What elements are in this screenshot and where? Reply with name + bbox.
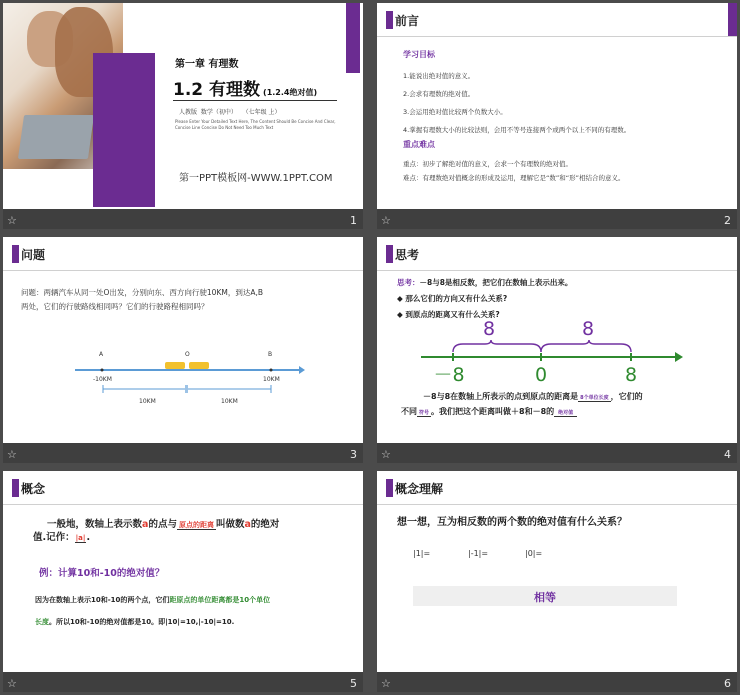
title-underline: [173, 100, 337, 101]
goal-4: 4.掌握有理数大小的比较法则，会用不等号连接两个或两个以上不同的有理数。: [403, 126, 631, 134]
chapter-title: 第一章 有理数: [175, 59, 239, 70]
goal-3: 3.会运用绝对值比较两个负数大小。: [403, 108, 507, 116]
point-a-label: A: [99, 351, 104, 358]
fill-blank-origin-distance: 原点的距离: [178, 521, 214, 529]
slide-title: 问题: [21, 248, 46, 262]
concept-text-3: 叫做数: [215, 519, 245, 530]
slide-3-thumbnail[interactable]: [3, 237, 363, 463]
abs-expr-1: |1|=: [413, 549, 431, 558]
segment-2-label: 10KM: [221, 398, 238, 405]
concept-text-1: 一般地，数轴上表示数: [47, 519, 143, 530]
question-text: 想一想，互为相反数的两个数的绝对值有什么关系？: [397, 517, 627, 528]
slide-footer-bar: [377, 443, 737, 463]
abs-notation: |a|: [75, 534, 86, 542]
key-title: 重点难点: [403, 140, 435, 149]
slide-footer-bar: [377, 672, 737, 692]
concept-line-2: [33, 529, 90, 543]
edition-meta-1: 人教版: [179, 109, 198, 116]
explain-text-3: 不同: [401, 407, 417, 416]
number-line-diagram: [377, 315, 737, 395]
concept-text-2: 的点与: [148, 519, 177, 530]
edition-meta-3: （七年级 上）: [242, 109, 281, 116]
slide-title: 概念: [21, 482, 46, 496]
slide-title: 概念理解: [395, 482, 444, 496]
goal-2: 2.会求有理数的绝对值。: [403, 90, 475, 98]
fill-blank-distance: 8个单位长度: [580, 395, 609, 401]
problem-line-1: 问题：两辆汽车从同一处O出发，分别向东、西方向行驶10KM，到达A,B: [21, 288, 263, 297]
solution-highlight-1: 距原点的单位距离都是10个单位: [169, 596, 271, 604]
top-purple-strip: [346, 3, 360, 73]
slide-footer-bar: [3, 209, 363, 229]
solution-line-2: [35, 617, 234, 627]
edition-line: [179, 107, 281, 116]
right-distance-label: 10KM: [263, 376, 280, 383]
star-icon[interactable]: ☆: [7, 677, 17, 690]
right-purple-strip: [728, 3, 737, 36]
road-diagram: [3, 345, 363, 445]
header-line: [3, 270, 363, 271]
point-b: [270, 369, 273, 372]
axis-arrow-icon: [675, 352, 683, 362]
brace-right: [541, 340, 631, 352]
slide-6-thumbnail[interactable]: [377, 471, 737, 692]
goal-title: 学习目标: [403, 50, 435, 59]
slide-1-thumbnail[interactable]: [3, 3, 363, 229]
brace-left: [453, 340, 541, 352]
think-question: [397, 277, 572, 288]
header-line: [3, 504, 363, 505]
header-line: [377, 270, 737, 271]
english-text-2: Concise Line Concise Do Not Need Too Much Text: [175, 125, 274, 130]
answer-box: [413, 586, 677, 606]
slide-title: 思考: [395, 248, 420, 262]
tick-label-neg8: －8: [433, 364, 465, 386]
point-o-label: O: [185, 351, 190, 358]
think-label: 思考：: [397, 278, 420, 287]
slide-title: 前言: [395, 14, 420, 28]
header-line: [377, 36, 737, 37]
lesson-subtitle: (1.2.4绝对值): [263, 88, 318, 97]
variable-a-2: a: [244, 519, 251, 530]
slide-number: 5: [350, 677, 357, 690]
explain-line-1: [423, 391, 643, 402]
slide-number: 1: [350, 214, 357, 227]
tick-label-zero: 0: [534, 364, 548, 386]
key-point: 重点：初步了解绝对值的意义，会求一个有理数的绝对值。: [403, 160, 572, 168]
bullet-2: ◆ 到原点的距离又有什么关系?: [397, 310, 500, 319]
measure-mid-marker: [185, 385, 188, 393]
lesson-title: [173, 75, 317, 100]
explain-line-2: [401, 406, 577, 417]
lesson-title-main: 1.2 有理数: [173, 80, 261, 100]
concept-line-1: [47, 516, 279, 530]
slide-footer-bar: [3, 672, 363, 692]
header-marker: [386, 11, 393, 29]
purple-block: [93, 53, 155, 207]
concept-text-6: .: [86, 532, 91, 543]
bullet-2-text: 到原点的距离又有什么关系?: [405, 310, 500, 319]
solution-line-1: [35, 595, 270, 605]
goal-1: 1.能说出绝对值的意义。: [403, 72, 475, 80]
solution-text-1: 因为在数轴上表示10和-10的两个点，它们: [35, 596, 170, 604]
abs-expr-2: |-1|=: [468, 549, 489, 558]
slide-number: 4: [724, 448, 731, 461]
slide-4-thumbnail[interactable]: [377, 237, 737, 463]
star-icon[interactable]: ☆: [7, 448, 17, 461]
abs-expr-3: |0|=: [525, 549, 543, 558]
explain-text-1: －8与8在数轴上所表示的点到原点的距离是: [423, 392, 579, 401]
fill-blank-absolute: 绝对值: [554, 410, 577, 417]
slide-5-thumbnail[interactable]: [3, 471, 363, 692]
site-text: 第一PPT模板网-WWW.1PPT.COM: [179, 173, 333, 184]
star-icon[interactable]: ☆: [381, 214, 391, 227]
explain-text-4: 。我们把这个距离叫做＋8和－8的: [431, 407, 555, 416]
point-a: [101, 369, 104, 372]
think-text: －8与8是相反数，把它们在数轴上表示出来。: [419, 278, 573, 287]
fill-blank-sign: 符号: [419, 410, 430, 416]
car-left-icon: [165, 362, 185, 369]
solution-text-2: 。所以10和-10的绝对值都是10。即|10|=10,|-10|=10.: [49, 618, 235, 626]
bullet-1: ◆ 那么它们的方向又有什么关系?: [397, 294, 508, 303]
laptop-shape: [18, 115, 94, 159]
segment-1-label: 10KM: [139, 398, 156, 405]
slide-number: 6: [724, 677, 731, 690]
header-marker: [12, 245, 19, 263]
solution-highlight-2: 长度: [35, 618, 49, 626]
header-line: [377, 504, 737, 505]
concept-text-4: 的绝对: [250, 519, 280, 530]
concept-text-5: 值.记作：: [33, 532, 75, 543]
distance-right-label: 8: [581, 318, 595, 340]
problem-line-2: 两处，它们的行驶路线相同吗？它们的行驶路程相同吗？: [21, 302, 209, 311]
slide-number: 2: [724, 214, 731, 227]
slide-2-thumbnail[interactable]: [377, 3, 737, 229]
example-title: 例：计算10和-10的绝对值？: [39, 568, 165, 579]
tick-label-pos8: 8: [624, 364, 638, 386]
star-icon[interactable]: ☆: [381, 448, 391, 461]
header-marker: [12, 479, 19, 497]
bullet-1-text: 那么它们的方向又有什么关系?: [405, 294, 508, 303]
header-marker: [386, 245, 393, 263]
variable-a-1: a: [142, 519, 149, 530]
point-b-label: B: [268, 351, 273, 358]
answer-text: 相等: [534, 591, 556, 604]
header-marker: [386, 479, 393, 497]
star-icon[interactable]: ☆: [381, 677, 391, 690]
left-distance-label: -10KM: [93, 376, 112, 383]
difficulty-point: 难点：有理数绝对值概念的形成及运用，理解它是“数”和“形”相结合的意义。: [403, 174, 625, 182]
slide-footer-bar: [3, 443, 363, 463]
star-icon[interactable]: ☆: [7, 214, 17, 227]
english-text-1: Please Enter Your Detailed Text Here, The Content Should Be Concise And Clear,: [175, 119, 336, 124]
distance-left-label: 8: [482, 318, 496, 340]
edition-meta-2: 数学（初中）: [200, 109, 237, 116]
slide-footer-bar: [377, 209, 737, 229]
explain-text-2: ，它们的: [610, 392, 643, 401]
road-arrowhead: [299, 366, 305, 374]
slide-number: 3: [350, 448, 357, 461]
car-right-icon: [189, 362, 209, 369]
